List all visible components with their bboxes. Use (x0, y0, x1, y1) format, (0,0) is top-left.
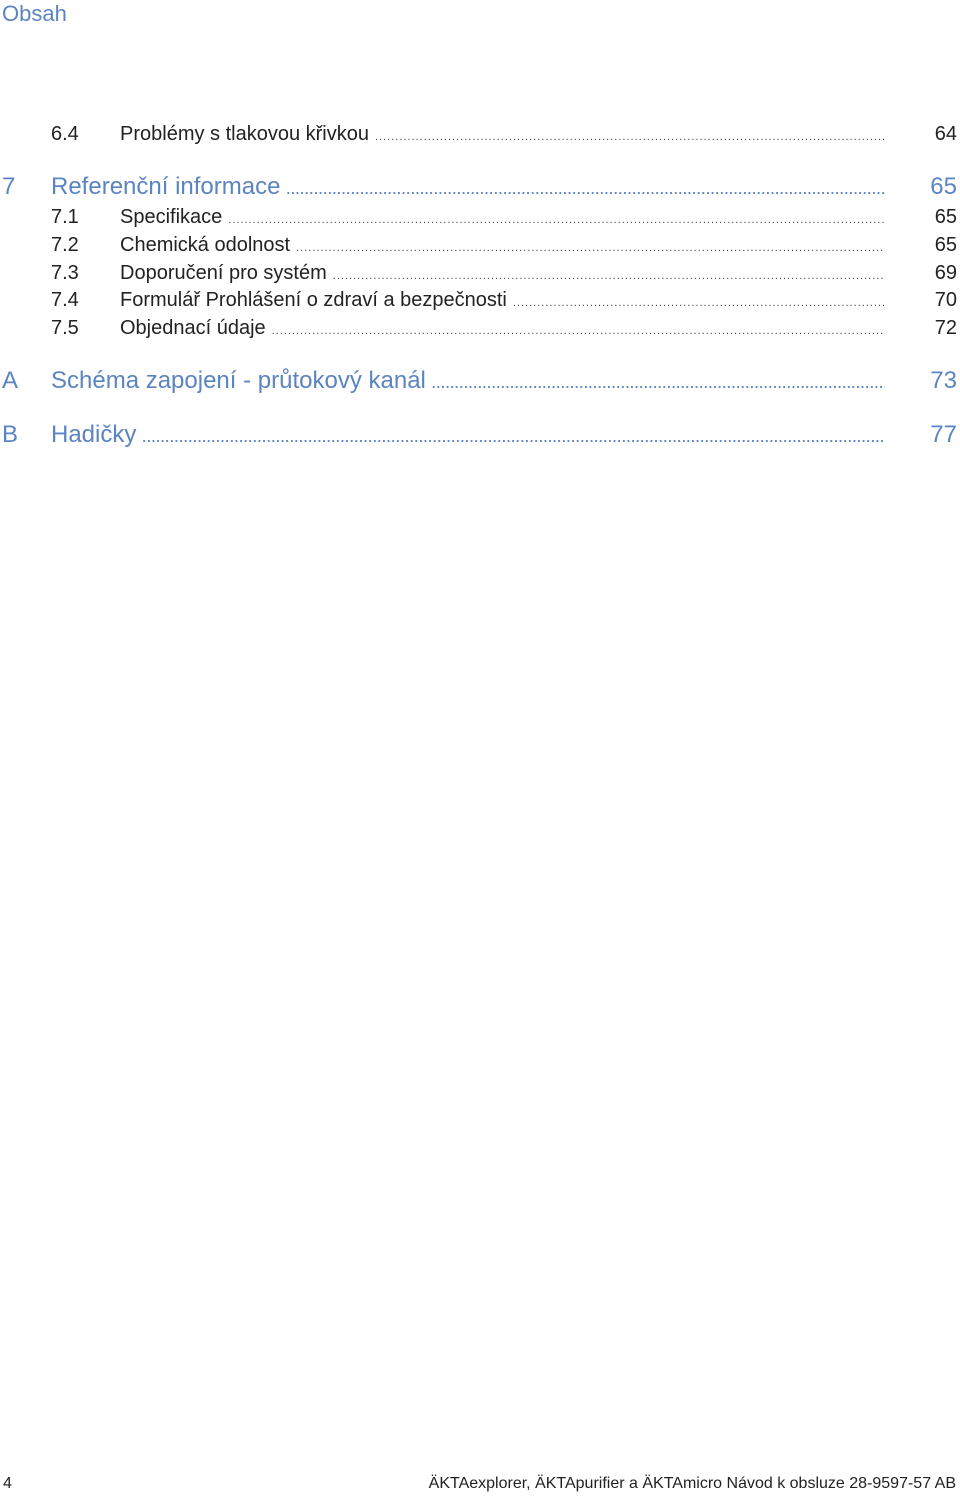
toc-entry-7-4[interactable] (0, 289, 960, 319)
toc-leader-dots (513, 297, 885, 309)
toc-leader-dots (296, 242, 885, 254)
toc-entry-page: 64 (934, 123, 957, 145)
toc-entry-number: 7.1 (51, 206, 79, 228)
toc-entry-7-2[interactable] (0, 234, 960, 264)
toc-appendix-title: Schéma zapojení - průtokový kanál (51, 367, 426, 394)
toc-entry-title: Specifikace (120, 206, 223, 228)
toc-entry-page: 72 (934, 317, 957, 339)
toc-entry-number: 7.2 (51, 234, 79, 256)
footer-document-title: ÄKTAexplorer, ÄKTApurifier a ÄKTAmicro Návod k obsluze 28-9597-57 AB (428, 1475, 956, 1492)
toc-entry-title: Formulář Prohlášení o zdraví a bezpečnosti (120, 289, 507, 311)
toc-chapter-page: 65 (930, 173, 957, 200)
toc-chapter-number: 7 (2, 173, 16, 200)
toc-appendix-letter: A (2, 367, 19, 394)
toc-entry-title: Problémy s tlakovou křivkou (120, 123, 369, 145)
toc-appendix-a[interactable] (0, 367, 960, 397)
toc-leader-dots (286, 182, 885, 197)
toc-leader-dots (272, 325, 885, 337)
toc-appendix-page: 73 (930, 367, 957, 394)
footer-page-number: 4 (3, 1475, 12, 1492)
toc-entry-page: 70 (934, 289, 957, 311)
toc-chapter-7[interactable] (0, 173, 960, 203)
page-footer (0, 1475, 960, 1497)
toc-entry-7-3[interactable] (0, 262, 960, 292)
toc-leader-dots (142, 430, 885, 445)
toc-leader-dots (333, 270, 885, 282)
toc-entry-page: 65 (934, 234, 957, 256)
toc-entry-number: 6.4 (51, 123, 79, 145)
toc-entry-page: 65 (934, 206, 957, 228)
toc-entry-page: 69 (934, 262, 957, 284)
toc-entry-7-1[interactable] (0, 206, 960, 236)
toc-entry-6-4[interactable] (0, 123, 960, 153)
toc-leader-dots (432, 376, 885, 391)
toc-entry-number: 7.5 (51, 317, 79, 339)
toc-appendix-page: 77 (930, 421, 957, 448)
toc-leader-dots (228, 214, 885, 226)
toc-entry-title: Chemická odolnost (120, 234, 291, 256)
toc-entry-number: 7.3 (51, 262, 79, 284)
toc-leader-dots (375, 131, 885, 143)
toc-entry-7-5[interactable] (0, 317, 960, 347)
toc-chapter-title: Referenční informace (51, 173, 281, 200)
toc-entry-title: Objednací údaje (120, 317, 266, 339)
toc-entry-title: Doporučení pro systém (120, 262, 327, 284)
toc-appendix-b[interactable] (0, 421, 960, 451)
toc-appendix-letter: B (2, 421, 19, 448)
toc-entry-number: 7.4 (51, 289, 79, 311)
page-section-title: Obsah (2, 1, 67, 26)
toc-appendix-title: Hadičky (51, 421, 137, 448)
